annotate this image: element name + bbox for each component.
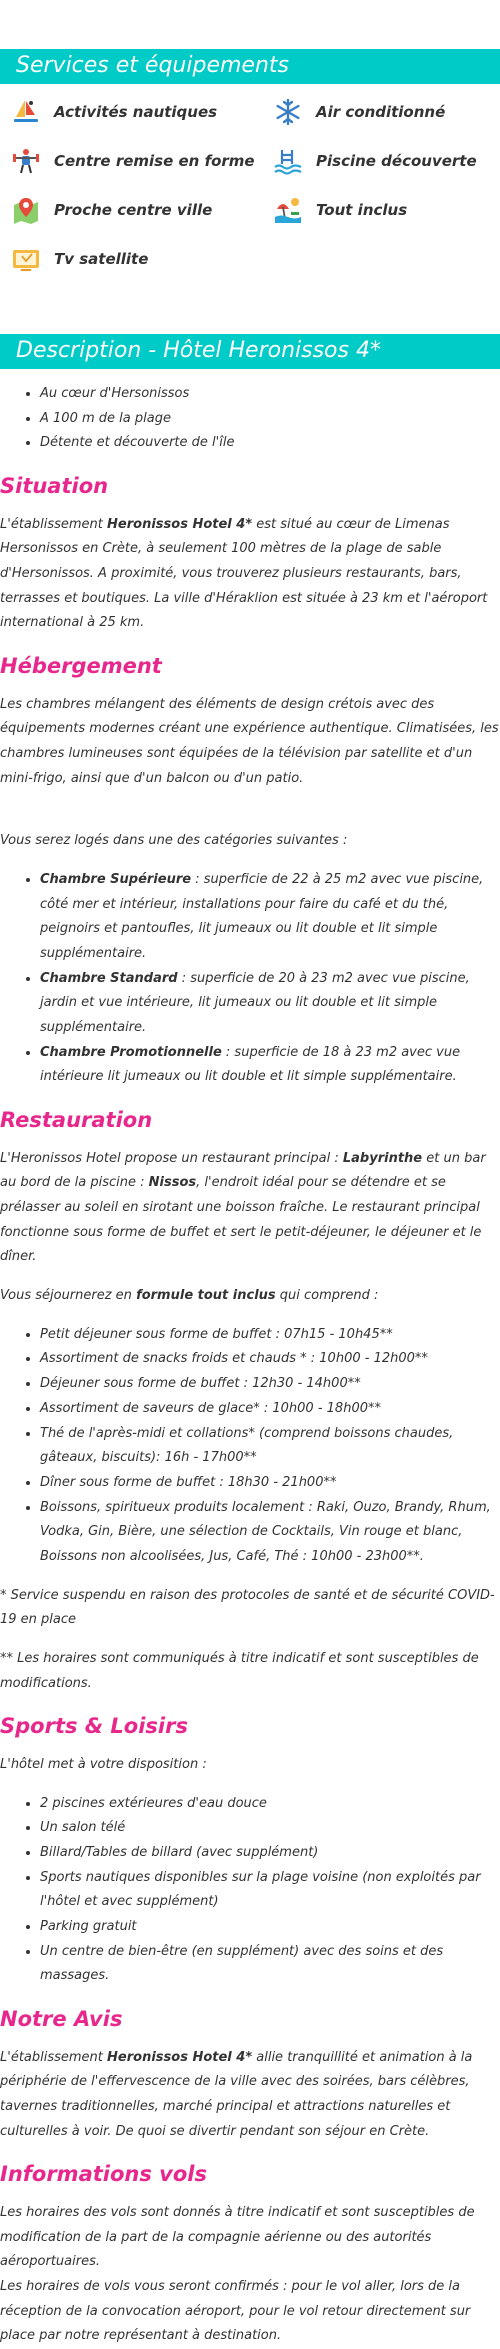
- list-item: • Boissons, spiritueux produits localement : Raki, Ouzo, Brandy, Rhum, Vodka, Gin, Bière, une sélection de Cocktails, Vin rouge et blanc, Boissons non alcoolisées, Jus, Café, Thé : 10h00 - 23h00**.: [40, 1496, 500, 1570]
- services-title: Services et équipements: [0, 49, 500, 84]
- list-item: • Dîner sous forme de buffet : 18h30 - 21h00**: [40, 1471, 500, 1496]
- avis-heading: Notre Avis: [0, 2007, 123, 2032]
- fitness-icon: [10, 145, 42, 177]
- service-label: Piscine découverte: [316, 151, 477, 170]
- sports-intro: L'hôtel met à votre disposition :: [0, 1756, 207, 1772]
- service-label: Tout inclus: [316, 200, 408, 219]
- list-item: • Assortiment de snacks froids et chauds * : 10h00 - 12h00**: [40, 1347, 500, 1372]
- formula-list: [0, 1323, 500, 1570]
- service-label: Centre remise en forme: [54, 151, 255, 170]
- service-label: Activités nautiques: [54, 102, 218, 121]
- hebergement-text: Les chambres mélangent des éléments de design crétois avec des équipements modernes créant une expérience authentique. Climatisées, les chambres lumineuses sont équipées de la télévision par satellite et d'un mini-frigo, ainsi que d'un balcon ou d'un patio.: [0, 696, 499, 786]
- service-label: Air conditionné: [316, 102, 446, 121]
- restauration-text: L'Heronissos Hotel propose un restaurant principal : Labyrinthe et un bar au bord de la piscine : Nissos, l'endroit idéal pour se détendre et se prélasser au soleil en sirotant une boisson fraîche. Le restaurant principal fonctionne sous forme de buffet et sert le petit-déjeuner, le déjeuner et le dîner.: [0, 1150, 486, 1265]
- list-item: • Détente et découverte de l'île: [40, 431, 500, 456]
- list-item: • Petit déjeuner sous forme de buffet : 07h15 - 10h45**: [40, 1323, 500, 1348]
- list-item: • Sports nautiques disponibles sur la plage voisine (non exploités par l'hôtel et avec supplément): [40, 1866, 500, 1915]
- vols-text-2: Les horaires de vols vous seront confirmés : pour le vol aller, lors de la réception de la convocation aéroport, pour le vol retour directement sur place par notre représentant à destination.: [0, 2278, 471, 2344]
- list-item: • Au cœur d'Hersonissos: [40, 382, 500, 407]
- list-item: • Un salon télé: [40, 1816, 500, 1841]
- windsurf-icon: [10, 96, 42, 128]
- service-item: [10, 193, 272, 227]
- vols-text: Les horaires des vols sont donnés à titre indicatif et sont susceptibles de modification de la part de la compagnie aérienne ou des autorités aéroportuaires.: [0, 2204, 475, 2270]
- service-item: [272, 95, 500, 129]
- service-item: [10, 242, 272, 276]
- snowflake-icon: [272, 96, 304, 128]
- restauration-formula: Vous séjournerez en formule tout inclus qui comprend :: [0, 1288, 379, 1304]
- list-item: • Chambre Standard : superficie de 20 à 23 m2 avec vue piscine, jardin et vue intérieure, lit jumeaux ou lit double et lit simple supplémentaire.: [40, 967, 500, 1041]
- hebergement-intro: Vous serez logés dans une des catégories suivantes :: [0, 833, 348, 849]
- list-item: • Un centre de bien-être (en supplément) avec des soins et des massages.: [40, 1940, 500, 1989]
- sports-heading: Sports & Loisirs: [0, 1714, 188, 1739]
- services-grid: [0, 95, 500, 276]
- avis-text: L'établissement Heronissos Hotel 4* allie tranquillité et animation à la périphérie de l'effervescence de la ville avec des soirées, bars célèbres, tavernes traditionnelles, marché principal et attractions naturelles et culturelles à voir. De quoi se divertir pendant son séjour en Crète.: [0, 2049, 473, 2139]
- service-label: Tv satellite: [54, 249, 149, 268]
- list-item: • Parking gratuit: [40, 1915, 500, 1940]
- list-item: • Assortiment de saveurs de glace* : 10h00 - 18h00**: [40, 1397, 500, 1422]
- pool-icon: [272, 145, 304, 177]
- tv-icon: [10, 243, 42, 275]
- description-list: [0, 382, 500, 456]
- service-label: Proche centre ville: [54, 200, 213, 219]
- situation-heading: Situation: [0, 474, 109, 499]
- covid-note: * Service suspendu en raison des protocoles de santé et de sécurité COVID-19 en place: [0, 1587, 495, 1628]
- list-item: • Chambre Promotionnelle : superficie de 18 à 23 m2 avec vue intérieure lit jumeaux ou lit double et lit simple supplémentaire.: [40, 1041, 500, 1090]
- service-item: [10, 144, 272, 178]
- map-pin-icon: [10, 194, 42, 226]
- service-item: [272, 144, 500, 178]
- list-item: • A 100 m de la plage: [40, 407, 500, 432]
- list-item: • 2 piscines extérieures d'eau douce: [40, 1792, 500, 1817]
- hebergement-heading: Hébergement: [0, 654, 162, 678]
- list-item: • Billard/Tables de billard (avec supplément): [40, 1841, 500, 1866]
- vols-heading: Informations vols: [0, 2162, 207, 2187]
- list-item: • Chambre Supérieure : superficie de 22 à 25 m2 avec vue piscine, côté mer et intérieur, installations pour faire du café et du thé, peignoirs et pantoufles, lit jumeaux ou lit double et lit simple supplémentaire.: [40, 868, 500, 967]
- beach-icon: [272, 194, 304, 226]
- room-list: [0, 868, 500, 1090]
- schedule-note: ** Les horaires sont communiqués à titre indicatif et sont susceptibles de modifications.: [0, 1651, 479, 1691]
- description-title: Description - Hôtel Heronissos 4*: [0, 334, 500, 369]
- restauration-heading: Restauration: [0, 1108, 153, 1133]
- service-item: [10, 95, 272, 129]
- list-item: • Déjeuner sous forme de buffet : 12h30 - 14h00**: [40, 1372, 500, 1397]
- service-item: [272, 193, 500, 227]
- list-item: • Thé de l'après-midi et collations* (comprend boissons chaudes, gâteaux, biscuits): 16h - 17h00**: [40, 1422, 500, 1471]
- situation-text: L'établissement Heronissos Hotel 4* est situé au cœur de Limenas Hersonissos en Crète, à seulement 100 mètres de la plage de sable d'Hersonissos. A proximité, vous trouverez plusieurs restaurants, bars, terrasses et boutiques. La ville d'Héraklion est située à 23 km et l'aéroport international à 25 km.: [0, 516, 488, 631]
- sports-list: [0, 1792, 500, 1990]
